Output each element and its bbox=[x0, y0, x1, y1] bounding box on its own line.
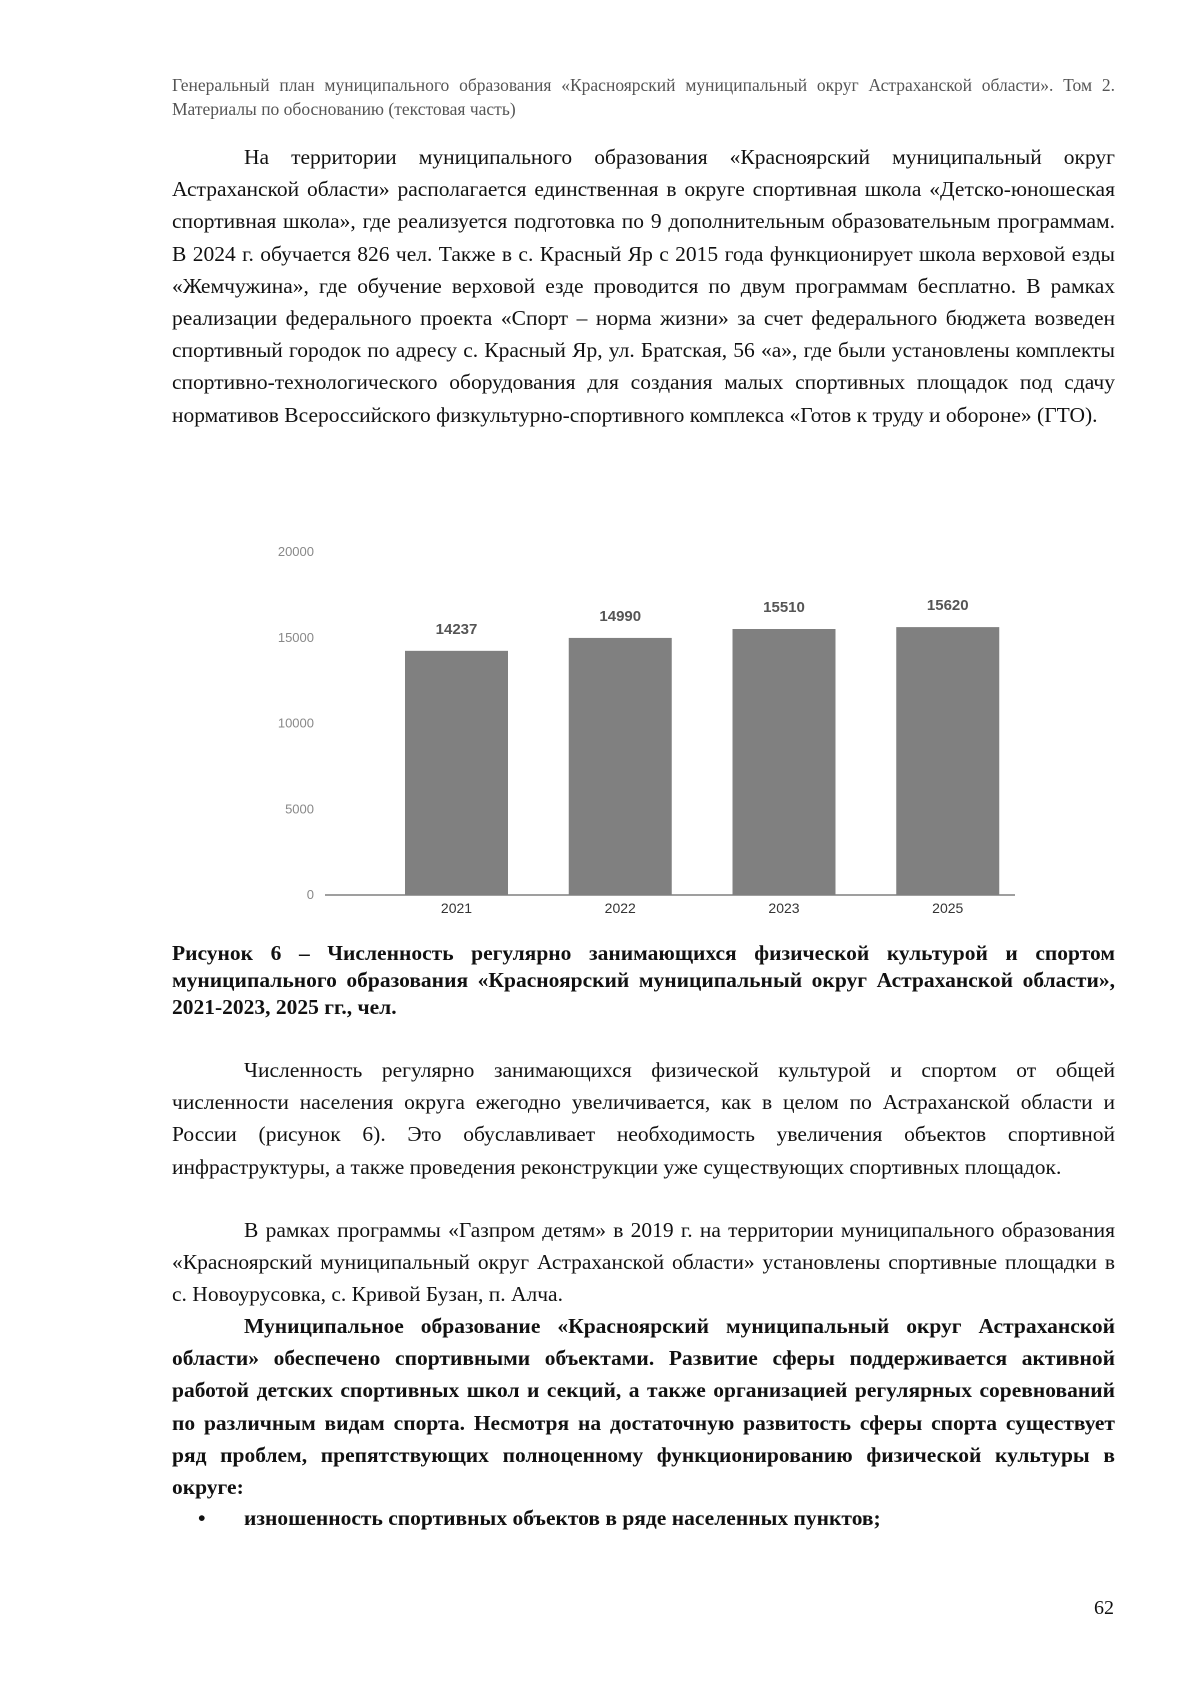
bullet-marker: • bbox=[198, 1506, 206, 1530]
page-number: 62 bbox=[1094, 1597, 1114, 1619]
bar-2025 bbox=[896, 627, 999, 895]
bar-2022 bbox=[569, 638, 672, 895]
y-tick-label: 20000 bbox=[277, 544, 314, 559]
y-tick-label: 15000 bbox=[277, 629, 314, 645]
paragraph-sports-growth: Численность регулярно занимающихся физической культурой и спортом от общей численности населения округа ежегодно увеличивается, как в целом по Астраханской области и России (рисунок 6). Это обуславливает необходимость увеличения объектов спортивной инфраструктуры, а также проведения реконструкции уже существующих спортивных площадок. bbox=[172, 1058, 1115, 1179]
x-tick-label-2025: 2025 bbox=[932, 900, 964, 916]
data-label-2022: 14990 bbox=[599, 607, 642, 625]
y-tick-label: 5000 bbox=[285, 801, 314, 817]
paragraph-sports-schools: На территории муниципального образования «Красноярский муниципальный округ Астраханской области» располагается единственная в округе спортивная школа «Детско-юношеская спортивная школа», где реализуется подготовка по 9 дополнительным образовательным программам. В 2024 г. обучается 826 чел. Также в с. Красный Яр с 2015 года функционирует школа верховой езды «Жемчужина», где обучение верховой езде проводится по двум программам бесплатно. В рамках реализации федерального проекта «Спорт – норма жизни» за счет федерального бюджета возведен спортивный городок по адресу с. Красный Яр, ул. Братская, 56 «а», где были установлены комплекты спортивно-технологического оборудования для создания малых спортивных площадок под сдачу нормативов Всероссийского физкультурно-спортивного комплекса «Готов к труду и обороне» (ГТО). bbox=[172, 145, 1115, 427]
data-label-2023: 15510 bbox=[763, 599, 805, 617]
paragraph-gazprom-program: В рамках программы «Газпром детям» в 2019 г. на территории муниципального образования «Красноярский муниципальный округ Астраханской области» установлены спортивные площадки в с. Новоурусовка, с. Кривой Бузан, п. Алча. bbox=[172, 1218, 1115, 1307]
figure-caption: Рисунок 6 – Численность регулярно занимающихся физической культурой и спортом муниципального образования «Красноярский муниципальный округ Астраханской области», 2021-2023, 2025 гг., чел. bbox=[172, 941, 1115, 1019]
page-header: Генеральный план муниципального образования «Красноярский муниципальный округ Астраханской области». Том 2. Материалы по обоснованию (текстовая часть) bbox=[172, 75, 1115, 119]
y-tick-label: 10000 bbox=[277, 715, 314, 731]
bar-2021 bbox=[405, 651, 508, 895]
x-tick-label-2022: 2022 bbox=[604, 900, 636, 916]
y-tick-label: 0 bbox=[306, 887, 314, 902]
paragraph-sports-problems: Муниципальное образование «Красноярский муниципальный округ Астраханской области» обеспечено спортивными объектами. Развитие сферы поддерживается активной работой детских спортивных школ и секций, а также организацией регулярных соревнований по различным видам спорта. Несмотря на достаточную развитость сферы спорта существует ряд проблем, препятствующих полноценному функционированию физической культуры в округе: bbox=[172, 1314, 1115, 1500]
data-label-2025: 15620 bbox=[926, 597, 969, 615]
bar-chart bbox=[250, 535, 1030, 920]
x-tick-label-2023: 2023 bbox=[768, 900, 800, 916]
bar-2023 bbox=[733, 629, 836, 895]
data-label-2021: 14237 bbox=[435, 620, 478, 638]
x-tick-label-2021: 2021 bbox=[440, 900, 473, 916]
bullet-text: изношенность спортивных объектов в ряде населенных пунктов; bbox=[244, 1506, 881, 1530]
